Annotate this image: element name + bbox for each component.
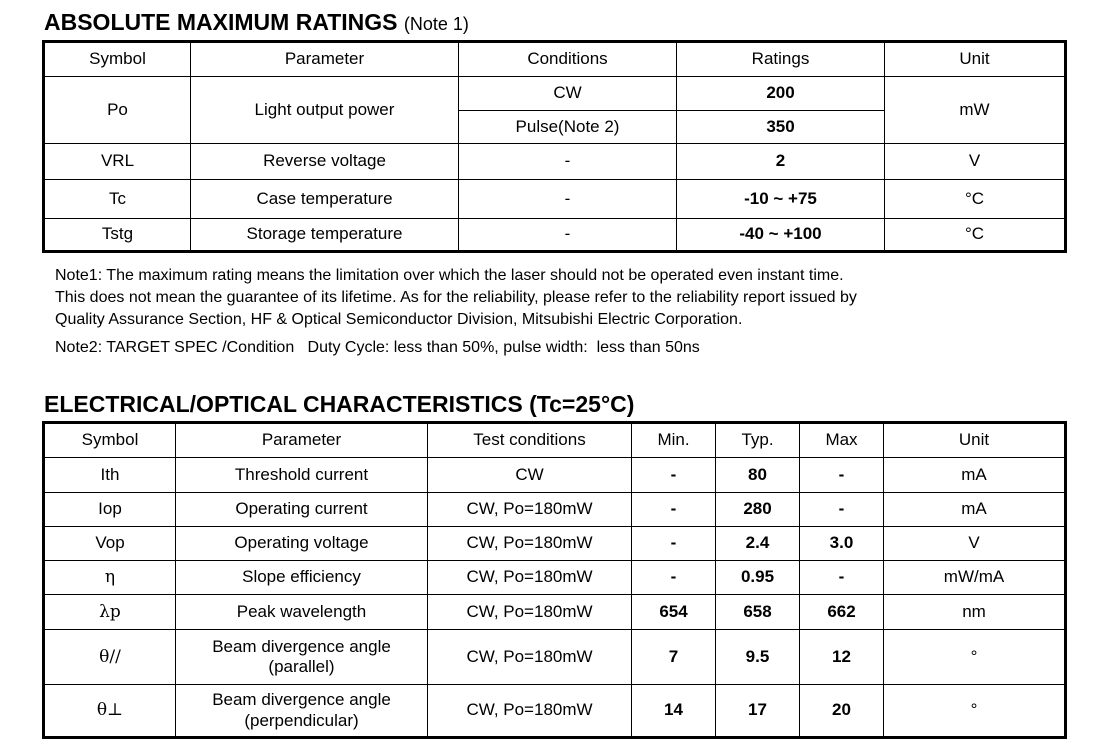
conditions-cell: CW, Po=180mW [428, 561, 632, 595]
typ-cell: 9.5 [716, 630, 800, 685]
note1-line: This does not mean the guarantee of its lifetime. As for the reliability, please refer to the reliability report issued by [55, 289, 857, 306]
conditions-cell: - [459, 219, 677, 252]
conditions-cell: CW, Po=180mW [428, 493, 632, 527]
electrical-optical-table [42, 421, 1067, 739]
symbol-cell: VRL [44, 144, 191, 180]
symbol-cell: Tc [44, 180, 191, 219]
table-row [44, 219, 1066, 252]
unit-cell: mA [884, 458, 1066, 493]
col-header: Parameter [191, 42, 459, 77]
conditions-cell: - [459, 144, 677, 180]
unit-cell: V [884, 527, 1066, 561]
table-row [44, 77, 1066, 111]
table-row [44, 493, 1066, 527]
typ-cell: 280 [716, 493, 800, 527]
ratings-cell: 200 [677, 77, 885, 111]
min-cell: - [632, 561, 716, 595]
col-header: Max [800, 423, 884, 458]
typ-cell: 658 [716, 595, 800, 630]
symbol-cell: λp [44, 595, 176, 630]
note2-line: Note2: TARGET SPEC /Condition Duty Cycle: less than 50%, pulse width: less than 50ns [55, 339, 700, 356]
min-cell: 14 [632, 685, 716, 738]
unit-cell: mW [885, 77, 1066, 144]
symbol-cell: θ// [44, 630, 176, 685]
symbol-cell: Tstg [44, 219, 191, 252]
table-row [44, 630, 1066, 685]
col-header: Symbol [44, 42, 191, 77]
col-header: Typ. [716, 423, 800, 458]
parameter-cell: Threshold current [176, 458, 428, 493]
col-header: Unit [884, 423, 1066, 458]
conditions-cell: CW, Po=180mW [428, 595, 632, 630]
typ-cell: 80 [716, 458, 800, 493]
table-header-row [44, 42, 1066, 77]
table-header-row [44, 423, 1066, 458]
col-header: Test conditions [428, 423, 632, 458]
typ-cell: 2.4 [716, 527, 800, 561]
abs-max-ratings-table [42, 40, 1067, 253]
abs-title-note: (Note 1) [403, 14, 469, 34]
parameter-cell [176, 685, 428, 738]
table-row [44, 685, 1066, 738]
parameter-cell: Case temperature [191, 180, 459, 219]
parameter-cell: Slope efficiency [176, 561, 428, 595]
table-row [44, 144, 1066, 180]
parameter-line: Beam divergence angle [212, 636, 391, 656]
max-cell: 662 [800, 595, 884, 630]
min-cell: - [632, 458, 716, 493]
max-cell: - [800, 493, 884, 527]
abs-max-ratings-heading [44, 11, 469, 34]
symbol-cell: η [44, 561, 176, 595]
col-header: Conditions [459, 42, 677, 77]
table-row [44, 458, 1066, 493]
ratings-cell: 350 [677, 111, 885, 144]
elec-title: ELECTRICAL/OPTICAL CHARACTERISTICS (Tc=25°C) [44, 391, 635, 417]
typ-cell: 0.95 [716, 561, 800, 595]
max-cell: 12 [800, 630, 884, 685]
min-cell: 7 [632, 630, 716, 685]
parameter-cell: Reverse voltage [191, 144, 459, 180]
symbol-cell: Ith [44, 458, 176, 493]
col-header: Ratings [677, 42, 885, 77]
conditions-cell: CW, Po=180mW [428, 630, 632, 685]
parameter-cell [176, 630, 428, 685]
conditions-cell: CW, Po=180mW [428, 685, 632, 738]
symbol-cell: Po [44, 77, 191, 144]
parameter-cell: Storage temperature [191, 219, 459, 252]
unit-cell: mW/mA [884, 561, 1066, 595]
note1-line: Note1: The maximum rating means the limitation over which the laser should not be operated even instant time. [55, 267, 844, 284]
note1-line: Quality Assurance Section, HF & Optical Semiconductor Division, Mitsubishi Electric Corporation. [55, 311, 743, 328]
parameter-line: Beam divergence angle [212, 690, 391, 710]
conditions-cell: - [459, 180, 677, 219]
parameter-line: (parallel) [268, 657, 335, 676]
conditions-cell: CW [428, 458, 632, 493]
parameter-cell: Operating current [176, 493, 428, 527]
max-cell: 20 [800, 685, 884, 738]
unit-cell: ° [884, 630, 1066, 685]
table-row [44, 561, 1066, 595]
ratings-cell: -10 ~ +75 [677, 180, 885, 219]
unit-cell: °C [885, 180, 1066, 219]
table-row [44, 527, 1066, 561]
col-header: Unit [885, 42, 1066, 77]
ratings-cell: -40 ~ +100 [677, 219, 885, 252]
col-header: Parameter [176, 423, 428, 458]
typ-cell: 17 [716, 685, 800, 738]
unit-cell: ° [884, 685, 1066, 738]
unit-cell: °C [885, 219, 1066, 252]
abs-title: ABSOLUTE MAXIMUM RATINGS [44, 9, 398, 35]
parameter-line: (perpendicular) [244, 710, 359, 730]
parameter-cell: Operating voltage [176, 527, 428, 561]
parameter-cell: Light output power [191, 77, 459, 144]
unit-cell: V [885, 144, 1066, 180]
conditions-cell: Pulse(Note 2) [459, 111, 677, 144]
ratings-cell: 2 [677, 144, 885, 180]
table-row [44, 595, 1066, 630]
conditions-cell: CW [459, 77, 677, 111]
col-header: Min. [632, 423, 716, 458]
notes-block [55, 265, 857, 359]
max-cell: - [800, 561, 884, 595]
unit-cell: mA [884, 493, 1066, 527]
col-header: Symbol [44, 423, 176, 458]
symbol-cell: θ⊥ [44, 685, 176, 738]
max-cell: 3.0 [800, 527, 884, 561]
max-cell: - [800, 458, 884, 493]
symbol-cell: Vop [44, 527, 176, 561]
parameter-cell: Peak wavelength [176, 595, 428, 630]
electrical-optical-heading [44, 393, 634, 416]
symbol-cell: Iop [44, 493, 176, 527]
conditions-cell: CW, Po=180mW [428, 527, 632, 561]
min-cell: - [632, 493, 716, 527]
min-cell: 654 [632, 595, 716, 630]
table-row [44, 180, 1066, 219]
unit-cell: nm [884, 595, 1066, 630]
min-cell: - [632, 527, 716, 561]
